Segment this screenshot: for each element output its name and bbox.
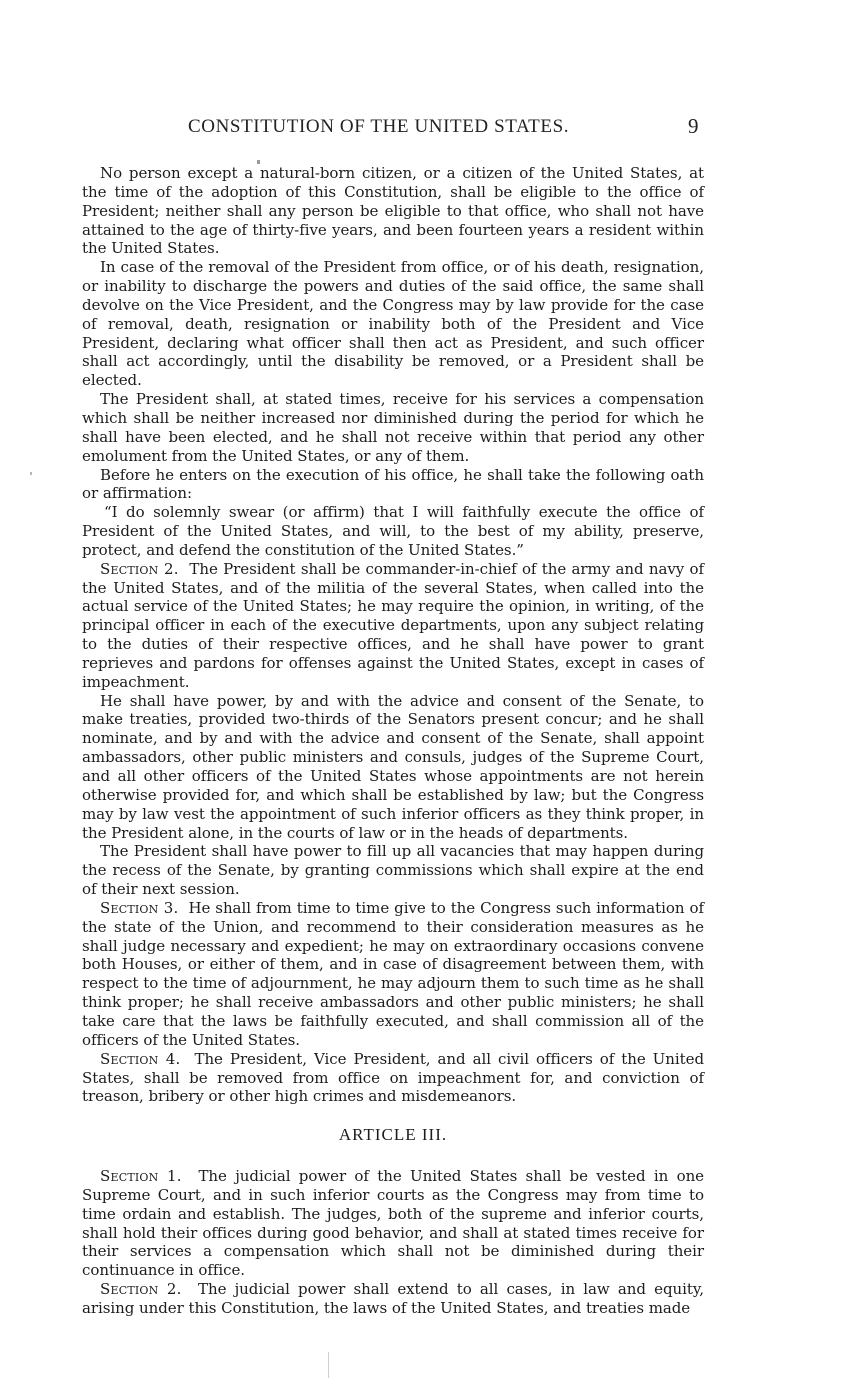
scan-speck bbox=[328, 1352, 329, 1378]
section-4-label: Section 4. bbox=[100, 1049, 181, 1068]
paragraph-article-iii-section-1 bbox=[82, 1167, 704, 1280]
scan-speck bbox=[30, 472, 32, 475]
article-iii-section-1-text: The judicial power of the United States shall be vested in one Supreme Court, and in such inferior courts as the Congress may from time to time ordain and establish. The judges, both of the supreme and inferior courts, shall hold their offices during good behavior, and shall at stated times receive for their services a compensation which shall not be diminished during their continuance in office. bbox=[82, 1167, 705, 1280]
article-iii-section-2-label: Section 2. bbox=[100, 1280, 182, 1299]
section-2-text: The President shall be commander-in-chief of the army and navy of the United States, and of the militia of the several States, when called into the actual service of the United States; he may require the opinion, in writing, of the principal officer in each of the executive departments, upon any subject relating to the duties of their respective offices, and he shall have power to grant reprieves and pardons for offenses against the United States, except in cases of impeachment. bbox=[82, 559, 705, 691]
running-head bbox=[0, 112, 859, 142]
section-3-label: Section 3. bbox=[100, 898, 179, 917]
paragraph-section-3 bbox=[82, 899, 704, 1050]
running-title: CONSTITUTION OF THE UNITED STATES. bbox=[188, 116, 570, 137]
paragraph-treaties: He shall have power, by and with the advice and consent of the Senate, to make treaties, provided two-thirds of the Senators present concur; and he shall nominate, and by and with the advice and consent of the Senate, shall appoint ambassadors, other public ministers and consuls, judges of the Supreme Court, and all other officers of the United States whose appointments are not herein otherwise provided for, and which shall be established by law; but the Congress may by law vest the appointment of such inferior officers as they think proper, in the President alone, in the courts of law or in the heads of departments. bbox=[82, 691, 704, 842]
paragraph-article-iii-section-2 bbox=[82, 1280, 704, 1318]
section-4-text: The President, Vice President, and all civil officers of the United States, shall be removed from office on impeachment for, and conviction of treason, bribery or other high crimes and misdemeanors. bbox=[82, 1049, 704, 1106]
paragraph-section-2 bbox=[82, 560, 704, 692]
paragraph-vacancies: The President shall have power to fill up all vacancies that may happen during the recess of the Senate, by granting commissions which shall expire at the end of their next session. bbox=[82, 842, 704, 899]
body-text bbox=[82, 164, 704, 1318]
paragraph-compensation: The President shall, at stated times, receive for his services a compensation which shall be neither increased nor diminished during the period for which he shall have been elected, and he shall not receive within that period any other emolument from the United States, or any of them. bbox=[82, 390, 704, 465]
paragraph-eligibility: No person except a natural-born citizen, or a citizen of the United States, at the time of the adoption of this Constitution, shall be eligible to the office of President; neither shall any person be eligible to that office, who shall not have attained to the age of thirty-five years, and been fourteen years a resident within the United States. bbox=[82, 164, 704, 258]
article-iii-section-1-label: Section 1. bbox=[100, 1167, 182, 1186]
section-3-text: He shall from time to time give to the Congress such information of the state of the Union, and recommend to their consideration measures as he shall judge necessary and expedient; he may on extraordinary occasions convene both Houses, or either of them, and in case of disagreement between them, with respect to the time of adjournment, he may adjourn them to such time as he shall think proper; he shall receive ambassadors and other public ministers; he shall take care that the laws be faithfully executed, and shall commission all of the officers of the United States. bbox=[82, 898, 704, 1049]
scan-speck bbox=[257, 160, 260, 164]
article-iii-heading: ARTICLE III. bbox=[338, 1125, 448, 1145]
paragraph-section-4 bbox=[82, 1050, 704, 1107]
paragraph-oath: “I do solemnly swear (or affirm) that I will faithfully execute the office of President of the United States, and will, to the best of my ability, preserve, protect, and defend the constitution of the United States.” bbox=[82, 503, 704, 559]
page-number: 9 bbox=[688, 114, 699, 138]
section-2-label: Section 2. bbox=[100, 559, 179, 578]
article-iii-section-2-text: The judicial power shall extend to all cases, in law and equity, arising under this Constitution, the laws of the United States, and treaties made bbox=[82, 1280, 704, 1317]
paragraph-succession: In case of the removal of the President from office, or of his death, resignation, or inability to discharge the powers and duties of the said office, the same shall devolve on the Vice President, and the Congress may by law provide for the case of removal, death, resignation or inability both of the President and Vice President, declaring what officer shall then act as President, and such officer shall act accordingly, until the disability be removed, or a President shall be elected. bbox=[82, 258, 704, 390]
paragraph-oath-intro: Before he enters on the execution of his office, he shall take the following oath or affirmation: bbox=[82, 465, 704, 503]
